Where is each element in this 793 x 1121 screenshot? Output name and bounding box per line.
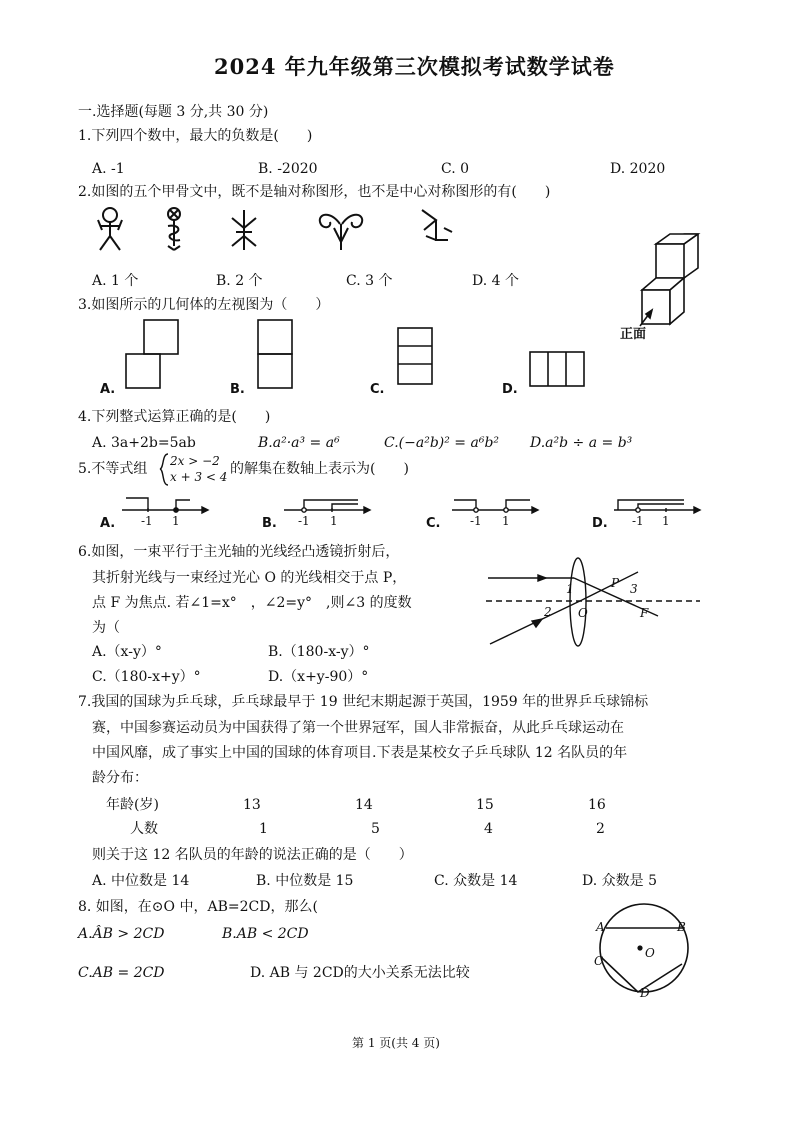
q3-view-d (528, 350, 588, 390)
q4-option-d: D.a²b ÷ a = b³ (530, 435, 633, 451)
q7-table-cell: 13 (243, 797, 261, 813)
q5-label-b: B. (262, 516, 277, 531)
q6-angle-3: 3 (630, 582, 638, 596)
q8-point-b: B (677, 920, 686, 934)
q8-point-d: D (640, 986, 650, 1000)
q5-b-tick-one: 1 (330, 514, 338, 528)
q5-c-tick-one: 1 (502, 514, 510, 528)
q6-option-c: C.（180-x+y）° (92, 669, 201, 685)
q7-table-cell: 4 (484, 821, 493, 837)
q5-number-line-b (282, 492, 372, 526)
q3-label-c: C. (370, 382, 385, 397)
q8-option-b: B.AB < 2CD (222, 926, 309, 942)
q8-point-o: O (645, 946, 655, 960)
q2-option-a: A. 1 个 (92, 273, 139, 289)
q5-label-d: D. (592, 516, 608, 531)
q1-option-c: C. 0 (441, 161, 470, 177)
q3-stem: 3.如图所示的几何体的左视图为（ ） (78, 297, 330, 313)
q3-view-b (256, 318, 296, 392)
q7-line-2: 赛，中国参赛运动员为中国获得了第一个世界冠军，国人非常振奋，从此乒乓球运动在 (92, 720, 624, 736)
q8-option-d: D. AB 与 2CD的大小关系无法比较 (250, 965, 470, 981)
q4-option-a: A. 3a+2b=5ab (92, 435, 196, 451)
section-heading: 一.选择题(每题 3 分,共 30 分) (78, 104, 269, 120)
q7-table-cell: 2 (596, 821, 605, 837)
q8-stem: 8. 如图，在⊙O 中，AB=2CD，那么( (78, 899, 318, 915)
q4-stem: 4.下列整式运算正确的是( ) (78, 409, 271, 425)
q7-table-cell: 15 (476, 797, 494, 813)
q6-lens-figure (486, 560, 706, 656)
q7-table-cell: 14 (355, 797, 373, 813)
q5-label-c: C. (426, 516, 441, 531)
q7-option-c: C. 众数是 14 (434, 873, 518, 889)
q7-option-a: A. 中位数是 14 (92, 873, 190, 889)
oracle-glyph-water-icon (416, 206, 456, 254)
page-footer: 第 1 页(共 4 页) (352, 1036, 440, 1050)
q4-option-b: B.a²·a³ = a⁶ (258, 435, 340, 451)
q7-table-cell: 5 (371, 821, 380, 837)
q3-label-a: A. (100, 382, 116, 397)
q6-option-b: B.（180-x-y）° (268, 644, 370, 660)
q5-number-line-d (612, 492, 702, 526)
oracle-glyph-silk-icon (162, 206, 192, 254)
q6-angle-1: 1 (566, 582, 574, 596)
q5-c-tick-minus: -1 (470, 514, 482, 528)
q5-system-line1: 2x > −2 (170, 454, 220, 468)
q4-option-c: C.(−a²b)² = a⁶b² (384, 435, 500, 451)
q6-point-o: O (578, 606, 588, 620)
q6-point-f: F (640, 606, 649, 620)
oracle-glyph-person-icon (92, 206, 132, 254)
q7-option-b: B. 中位数是 15 (256, 873, 354, 889)
q8-point-a: A (596, 920, 605, 934)
q5-b-tick-minus: -1 (298, 514, 310, 528)
q5-system-line2: x + 3 < 4 (170, 470, 228, 484)
q2-option-c: C. 3 个 (346, 273, 393, 289)
q5-d-tick-minus: -1 (632, 514, 644, 528)
q7-line-4: 龄分布： (92, 770, 148, 786)
q7-table-cell: 1 (259, 821, 268, 837)
q1-option-d: D. 2020 (610, 161, 666, 177)
q1-option-b: B. -2020 (258, 161, 318, 177)
q7-after: 则关于这 12 名队员的年龄的说法正确的是（ ） (92, 847, 413, 863)
q5-a-tick-minus: -1 (141, 514, 153, 528)
q6-line-4: 为（ (92, 620, 120, 636)
q7-table-row2-label: 人数 (130, 821, 158, 837)
oracle-glyph-tree-icon (226, 206, 266, 254)
q1-stem: 1.下列四个数中，最大的负数是( ) (78, 128, 313, 144)
q8-point-c: C (594, 954, 604, 968)
q6-line-2: 其折射光线与一束经过光心 O 的光线相交于点 P， (92, 570, 407, 586)
q7-table-row1-label: 年龄(岁) (106, 797, 159, 813)
q7-table-cell: 16 (588, 797, 606, 813)
q8-option-a: A.ÂB > 2CD (78, 926, 165, 942)
q5-number-line-a (120, 492, 210, 526)
q5-stem-prefix: 5.不等式组 (78, 461, 148, 477)
q5-stem-suffix: 的解集在数轴上表示为( ) (230, 461, 409, 477)
q3-label-d: D. (502, 382, 518, 397)
q5-brace (158, 452, 170, 488)
q6-line-3: 点 F 为焦点. 若∠1=x° ，∠2=y° ,则∠3 的度数 (92, 595, 412, 611)
q6-line-1: 6.如图，一束平行于主光轴的光线经凸透镜折射后， (78, 544, 400, 560)
front-label: 正面 (620, 327, 647, 342)
q2-option-d: D. 4 个 (472, 273, 519, 289)
q7-line-3: 中国风靡，成了事实上中国的国球的体育项目.下表是某校女子乒乓球队 12 名队员的年 (92, 745, 628, 761)
q5-d-tick-one: 1 (662, 514, 670, 528)
q6-option-a: A.（x-y）° (92, 644, 162, 660)
q7-line-1: 7.我国的国球为乒乓球，乒乓球最早于 19 世纪末期起源于英国，1959 年的世界乒乓球锦标 (78, 694, 649, 710)
q5-a-tick-one: 1 (172, 514, 180, 528)
q3-view-c (396, 326, 436, 388)
q2-option-b: B. 2 个 (216, 273, 263, 289)
q7-option-d: D. 众数是 5 (582, 873, 657, 889)
q5-number-line-c (450, 492, 540, 526)
q8-option-c: C.AB = 2CD (78, 965, 165, 981)
q3-label-b: B. (230, 382, 245, 397)
q6-angle-2: 2 (544, 605, 552, 619)
q6-option-d: D.（x+y-90）° (268, 669, 369, 685)
q5-label-a: A. (100, 516, 116, 531)
page-title: 2024 年九年级第三次模拟考试数学试卷 (214, 54, 615, 79)
q6-point-p: P (611, 576, 620, 590)
q3-view-a (124, 318, 184, 392)
oracle-glyph-sheep-icon (316, 206, 366, 254)
q2-stem: 2.如图的五个甲骨文中，既不是轴对称图形，也不是中心对称图形的有( ) (78, 184, 551, 200)
q1-option-a: A. -1 (92, 161, 125, 177)
